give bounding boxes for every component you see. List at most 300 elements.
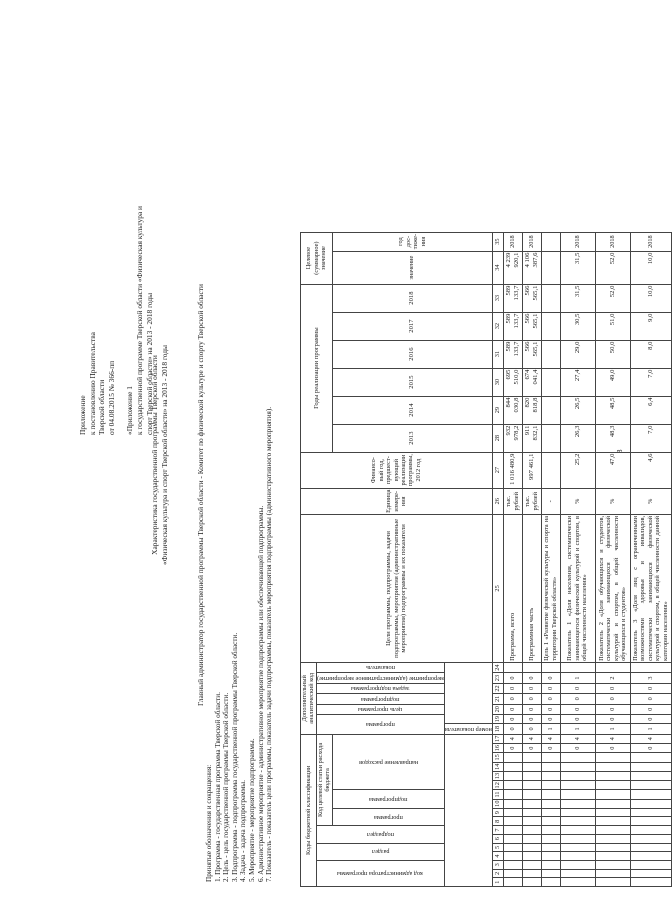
abbreviation-item: 5. Мероприятие - мероприятие подпрограммы. [247, 738, 256, 882]
code-digit [541, 860, 560, 869]
column-number: 2 [492, 869, 503, 878]
code-digit [522, 860, 541, 869]
row-unit: - [541, 488, 560, 514]
code-digit [541, 843, 560, 852]
code-digit [503, 843, 522, 852]
header-razdel [316, 843, 444, 860]
code-digit: 0 [503, 683, 522, 693]
row-achieve-year: 2018 [560, 232, 595, 251]
document-title [150, 155, 169, 755]
row-fin-2012: 997 461,1 [522, 452, 541, 488]
appendix-block [78, 206, 154, 435]
code-digit [522, 826, 541, 835]
code-digit [630, 843, 671, 852]
code-digit: 0 [522, 743, 541, 752]
code-digit [560, 817, 595, 826]
header-an-program [316, 714, 444, 734]
header-admin-code [316, 860, 444, 886]
column-number-row [492, 232, 503, 886]
title-line-1: Характеристика государственной программы Тверской области [150, 355, 159, 555]
column-number: 7 [492, 826, 503, 835]
appendix-line: «Приложение 1 [125, 386, 135, 435]
header-year-2013: 2013 [332, 424, 492, 452]
code-digit [560, 771, 595, 780]
code-digit: 4 [522, 734, 541, 743]
row-year-value: 932 978,2 [503, 424, 522, 452]
row-year-value: 48,5 [595, 396, 630, 424]
code-digit: 0 [560, 683, 595, 693]
code-digit [630, 834, 671, 843]
code-digit [522, 817, 541, 826]
row-year-value: 51,0 [595, 312, 630, 340]
code-digit [503, 771, 522, 780]
row-year-value: 30,5 [560, 312, 595, 340]
code-digit: 0 [541, 683, 560, 693]
column-number: 4 [492, 852, 503, 861]
code-digit [595, 852, 630, 861]
code-digit [503, 662, 522, 672]
column-number: 27 [492, 452, 503, 488]
column-number: 16 [492, 743, 503, 752]
code-digit: 0 [541, 743, 560, 752]
code-digit: 0 [503, 724, 522, 734]
header-an-measure-text: мероприятие (административное мероприятие) [316, 674, 444, 682]
appendix-line: от 04.08.2015 № 366-пп [106, 360, 116, 435]
chief-administrator: Главный администратор государственной программы Тверской области - Комитет по физической культуре и спорту Тверской области [196, 284, 205, 706]
row-name: Показатель 2 «Доля обучающихся и студентов, систематически занимающихся физической культурой и спортом, в общей численности обучающихся и студентов» [595, 514, 630, 662]
column-number: 12 [492, 781, 503, 790]
abbreviation-item: 3. Подпрограмма - подпрограмма государственной программы Тверской области. [230, 632, 239, 882]
code-digit [630, 799, 671, 808]
header-target-value: Целевое (суммарное) значение [301, 232, 333, 284]
code-digit [503, 878, 522, 887]
row-year-value: 8,0 [630, 340, 671, 368]
table-row [503, 232, 522, 886]
header-an-number [444, 724, 492, 734]
column-number: 22 [492, 683, 503, 693]
code-digit [595, 808, 630, 817]
abbreviation-item: 4. Задача - задача подпрограммы. [239, 780, 248, 882]
column-number: 31 [492, 340, 503, 368]
code-digit [541, 753, 560, 762]
code-digit: 2 [595, 673, 630, 683]
header-an-number-text: номер показателя [444, 725, 492, 733]
header-program-years: Годы реализации программы [301, 284, 333, 452]
code-digit [595, 662, 630, 672]
appendix-line: Приложение [78, 395, 87, 435]
column-number: 1 [492, 878, 503, 887]
row-fin-2012: 47,0 [595, 452, 630, 488]
table-row [595, 232, 630, 886]
code-digit [560, 790, 595, 799]
column-number: 30 [492, 368, 503, 396]
code-digit [560, 662, 595, 672]
code-digit: 0 [522, 683, 541, 693]
code-digit: 0 [595, 743, 630, 752]
code-digit: 0 [522, 673, 541, 683]
row-year-value [541, 396, 560, 424]
code-digit: 1 [560, 673, 595, 683]
row-fin-2012: 4,6 [630, 452, 671, 488]
code-digit: 4 [503, 734, 522, 743]
row-year-value: 9,0 [630, 312, 671, 340]
code-digit: 0 [630, 743, 671, 752]
row-year-value [541, 340, 560, 368]
column-number: 35 [492, 232, 503, 251]
row-year-value: 695 510,0 [503, 368, 522, 396]
code-digit [541, 834, 560, 843]
row-year-value: 48,3 [595, 424, 630, 452]
code-digit [522, 662, 541, 672]
code-digit [541, 799, 560, 808]
row-achieve-year: 2018 [595, 232, 630, 251]
page-number: 8 [616, 449, 624, 453]
code-digit [541, 852, 560, 861]
code-digit: 0 [522, 714, 541, 723]
code-digit: 1 [541, 724, 560, 734]
code-digit: 0 [503, 673, 522, 683]
row-year-value: 10,0 [630, 284, 671, 312]
header-direction [332, 734, 444, 790]
code-digit: 1 [560, 724, 595, 734]
row-fin-2012 [541, 452, 560, 488]
row-year-value: 26,3 [560, 424, 595, 452]
header-admin-code-text: код администратора программы [337, 870, 424, 878]
header-program-text: программа [373, 813, 403, 821]
column-number: 26 [492, 488, 503, 514]
code-digit [595, 799, 630, 808]
code-digit [541, 771, 560, 780]
column-number: 6 [492, 834, 503, 843]
code-digit: 3 [630, 673, 671, 683]
column-number: 32 [492, 312, 503, 340]
code-digit [503, 834, 522, 843]
row-year-value: 566 565,1 [522, 340, 541, 368]
code-digit [503, 826, 522, 835]
row-target-value: 10,0 [630, 251, 671, 284]
code-digit [522, 808, 541, 817]
code-digit [560, 753, 595, 762]
abbreviation-item: Принятые обозначения и сокращения: [205, 764, 213, 882]
row-name: Программа, всего [503, 514, 522, 662]
row-year-value: 7,0 [630, 424, 671, 452]
header-year-2018: 2018 [332, 284, 492, 312]
code-digit: 0 [595, 704, 630, 714]
code-digit [595, 869, 630, 878]
code-digit [541, 762, 560, 771]
header-budget-codes: Коды бюджетной классификации [301, 734, 317, 886]
code-digit: 0 [560, 743, 595, 752]
row-unit: тыс. рублей [503, 488, 522, 514]
header-achieve-year: год дос-тиже-ния [332, 232, 492, 251]
code-digit [503, 781, 522, 790]
abbreviations-list [205, 407, 274, 882]
code-digit [560, 878, 595, 887]
row-fin-2012: 25,2 [560, 452, 595, 488]
code-digit [522, 753, 541, 762]
code-digit: 0 [630, 683, 671, 693]
code-digit [630, 817, 671, 826]
code-digit [630, 662, 671, 672]
code-digit [595, 753, 630, 762]
header-name: Цели программы, подпрограммы, задачи подпрограммы, мероприятия (административные мероприятия) подпрограммы и их показатели [301, 514, 493, 662]
column-number: 18 [492, 724, 503, 734]
code-digit: 0 [630, 704, 671, 714]
row-year-value: 31,5 [560, 284, 595, 312]
code-digit [541, 790, 560, 799]
code-digit: 1 [595, 724, 630, 734]
code-digit [630, 860, 671, 869]
table-row [560, 232, 595, 886]
code-digit [503, 753, 522, 762]
table-row [630, 232, 671, 886]
row-unit: % [560, 488, 595, 514]
table-row [522, 232, 541, 886]
row-year-value [541, 312, 560, 340]
code-digit [522, 781, 541, 790]
code-digit [595, 781, 630, 790]
code-digit [595, 843, 630, 852]
code-digit [595, 826, 630, 835]
code-digit: 0 [522, 704, 541, 714]
header-an-task [316, 683, 444, 693]
row-target-value: 4 239 920,1 [503, 251, 522, 284]
code-digit [560, 826, 595, 835]
row-year-value [541, 368, 560, 396]
code-digit [630, 878, 671, 887]
code-digit [560, 762, 595, 771]
title-line-2: «Физическая культура и спорт Тверской области» на 2013 - 2018 годы [159, 344, 169, 566]
code-digit [522, 878, 541, 887]
row-unit: % [595, 488, 630, 514]
row-year-value: 566 565,1 [522, 284, 541, 312]
header-an-goal-text: цель программы [358, 705, 403, 713]
code-digit [522, 843, 541, 852]
code-digit [503, 852, 522, 861]
appendix-line: спорт Тверской области» на 2013 - 2018 годы [144, 292, 154, 435]
code-digit [522, 869, 541, 878]
code-digit [630, 852, 671, 861]
column-number: 5 [492, 843, 503, 852]
code-digit [541, 826, 560, 835]
header-row [301, 232, 317, 886]
code-digit: 0 [630, 694, 671, 704]
header-subprogram [332, 790, 444, 808]
code-digit [595, 878, 630, 887]
code-digit [541, 662, 560, 672]
code-digit [503, 817, 522, 826]
row-target-value: 31,5 [560, 251, 595, 284]
column-number: 9 [492, 808, 503, 817]
row-year-value: 26,5 [560, 396, 595, 424]
header-an-indicator [316, 662, 444, 672]
code-digit [522, 799, 541, 808]
header-year-2017: 2017 [332, 312, 492, 340]
code-digit [630, 790, 671, 799]
code-digit [541, 869, 560, 878]
code-digit: 0 [503, 714, 522, 723]
code-digit [503, 860, 522, 869]
row-year-value: 844 030,8 [503, 396, 522, 424]
code-digit [595, 860, 630, 869]
code-digit: 0 [503, 743, 522, 752]
row-achieve-year: 2018 [630, 232, 671, 251]
row-year-value: 52,0 [595, 284, 630, 312]
appendix-line: к государственной программе Тверской области «Физическая культура и [134, 206, 144, 435]
row-achieve-year [541, 232, 560, 251]
code-digit [503, 869, 522, 878]
header-spacer [444, 734, 492, 886]
appendix-line [116, 206, 125, 435]
table-row [541, 232, 560, 886]
header-subprogram-text: подпрограмма [368, 795, 408, 803]
header-target-article-code: Код целевой статьи расхода бюджета [316, 734, 332, 826]
header-podrazdel-text: подраздел [366, 831, 394, 839]
row-year-value: 27,4 [560, 368, 595, 396]
code-digit [541, 878, 560, 887]
row-name: Показатель 1 «Доля населения, систематически занимающегося физической культурой и спортом, в общей численности населения» [560, 514, 595, 662]
header-podrazdel [316, 826, 444, 843]
header-razdel-text: раздел [371, 848, 389, 856]
appendix-line: к постановлению Правительства [87, 332, 97, 435]
column-number: 3 [492, 860, 503, 869]
row-year-value: 50,0 [595, 340, 630, 368]
header-an-task-text: задача подпрограммы [351, 685, 410, 693]
row-year-value [541, 424, 560, 452]
code-digit: 0 [560, 694, 595, 704]
code-digit [630, 753, 671, 762]
code-digit: 1 [630, 724, 671, 734]
header-an-measure [316, 673, 444, 683]
code-digit [503, 790, 522, 799]
abbreviation-item: 6. Административное мероприятие - административное мероприятие подпрограммы или обеспечивающей подпрограммы. [256, 505, 265, 882]
row-unit: тыс. рублей [522, 488, 541, 514]
code-digit [541, 781, 560, 790]
code-digit [560, 808, 595, 817]
code-digit [630, 826, 671, 835]
code-digit: 0 [503, 694, 522, 704]
header-unit: Единица измере-ния [301, 488, 493, 514]
code-digit: 0 [503, 704, 522, 714]
abbreviation-item: 7. Показатель - показатель цели программы, показатель задачи подпрограммы, показатель мероприятия подпрограммы (административного мероприятия). [265, 406, 274, 882]
code-digit [560, 834, 595, 843]
row-name: Цель 1 «Развитие физической культуры и спорта на территории Тверской области» [541, 514, 560, 662]
header-an-subprogram [316, 694, 444, 704]
code-digit [522, 834, 541, 843]
column-number: 23 [492, 673, 503, 683]
row-year-value [541, 284, 560, 312]
code-digit [503, 762, 522, 771]
column-number: 10 [492, 799, 503, 808]
code-digit: 0 [630, 714, 671, 723]
row-year-value: 49,0 [595, 368, 630, 396]
code-digit [630, 869, 671, 878]
header-analytic-code: Дополнительный аналитический код [301, 662, 317, 734]
column-number: 11 [492, 790, 503, 799]
code-digit [541, 808, 560, 817]
code-digit [522, 790, 541, 799]
code-digit [560, 781, 595, 790]
row-achieve-year: 2018 [522, 232, 541, 251]
row-achieve-year: 2018 [503, 232, 522, 251]
row-year-value: 589 133,7 [503, 284, 522, 312]
code-digit: 0 [595, 694, 630, 704]
code-digit: 4 [595, 734, 630, 743]
row-year-value: 589 133,7 [503, 312, 522, 340]
code-digit [503, 808, 522, 817]
code-digit: 4 [541, 734, 560, 743]
code-digit: 0 [541, 694, 560, 704]
code-digit [595, 762, 630, 771]
row-fin-2012: 1 016 480,9 [503, 452, 522, 488]
code-digit [630, 781, 671, 790]
code-digit [522, 762, 541, 771]
code-digit: 0 [541, 704, 560, 714]
row-name: Показатель 3 «Доля лиц с ограниченными возможностями здоровья и инвалидов, систематически занимающихся физической культурой и спортом, в общей численности данной категории населения» [630, 514, 671, 662]
header-an-subprogram-text: подпрограмма [361, 695, 400, 703]
code-digit: 0 [541, 714, 560, 723]
column-number: 21 [492, 694, 503, 704]
code-digit: 0 [560, 704, 595, 714]
header-program [332, 808, 444, 825]
row-target-value: 52,0 [595, 251, 630, 284]
row-target-value: 4 106 387,6 [522, 251, 541, 284]
code-digit [595, 771, 630, 780]
code-digit [595, 834, 630, 843]
row-year-value: 589 133,7 [503, 340, 522, 368]
code-digit [560, 869, 595, 878]
column-number: 29 [492, 396, 503, 424]
code-digit [560, 843, 595, 852]
abbreviation-item: 1. Программа - государственная программа Тверской области. [213, 692, 222, 882]
column-number: 25 [492, 514, 503, 662]
code-digit: 0 [522, 724, 541, 734]
row-name: Программная часть [522, 514, 541, 662]
code-digit [522, 852, 541, 861]
program-characteristics-table [300, 232, 672, 887]
header-direction-text: направление расходов [358, 758, 418, 766]
code-digit [541, 817, 560, 826]
column-number: 19 [492, 714, 503, 723]
row-year-value: 566 565,1 [522, 312, 541, 340]
code-digit: 0 [560, 714, 595, 723]
row-unit: % [630, 488, 671, 514]
code-digit [630, 808, 671, 817]
row-target-value [541, 251, 560, 284]
header-an-goal [316, 704, 444, 714]
column-number: 20 [492, 704, 503, 714]
column-number: 28 [492, 424, 503, 452]
row-year-value: 820 818,8 [522, 396, 541, 424]
row-year-value: 911 832,1 [522, 424, 541, 452]
column-number: 24 [492, 662, 503, 672]
column-number: 17 [492, 734, 503, 743]
code-digit: 0 [595, 714, 630, 723]
code-digit [595, 790, 630, 799]
code-digit [503, 799, 522, 808]
code-digit: 0 [595, 683, 630, 693]
code-digit: 0 [541, 673, 560, 683]
header-year-2015: 2015 [332, 368, 492, 396]
column-number: 34 [492, 251, 503, 284]
code-digit [595, 817, 630, 826]
code-digit [560, 860, 595, 869]
code-digit [560, 852, 595, 861]
abbreviation-item: 2. Цель - цель государственной программы Тверской области. [222, 692, 231, 882]
header-value: значение [332, 251, 492, 284]
header-year-2016: 2016 [332, 340, 492, 368]
row-year-value: 29,0 [560, 340, 595, 368]
